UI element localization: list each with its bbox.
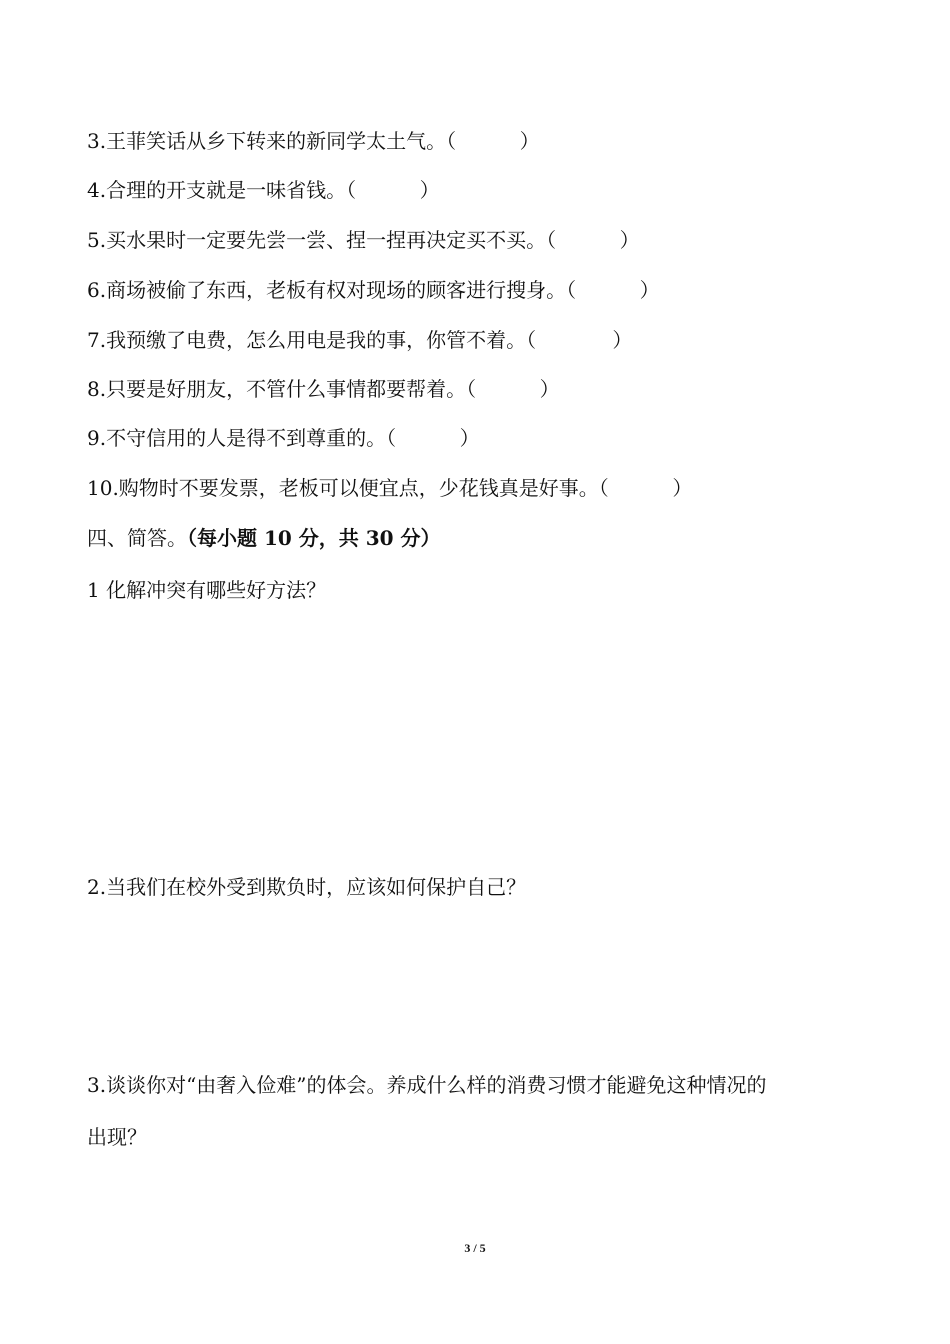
question-3-line-2: 出现？ [87,1125,147,1149]
judgement-item-10: 10.购物时不要发票，老板可以便宜点，少花钱真是好事。（ ） [87,476,693,500]
judgement-item-3: 3.王菲笑话从乡下转来的新同学太土气。（ ） [87,129,540,153]
question-1: 1 化解冲突有哪些好方法？ [87,578,327,602]
section-four-score-note: （每小题 10 分，共 30 分） [187,526,441,550]
question-3-line-1: 3.谈谈你对“由奢入俭难”的体会。养成什么样的消费习惯才能避免这种情况的 [87,1073,767,1097]
judgement-item-8: 8.只要是好朋友，不管什么事情都要帮着。（ ） [87,377,560,401]
section-four-heading [87,524,441,552]
judgement-item-4: 4.合理的开支就是一味省钱。（ ） [87,178,440,202]
judgement-item-5: 5.买水果时一定要先尝一尝、捏一捏再决定买不买。（ ） [87,228,640,252]
question-2: 2.当我们在校外受到欺负时，应该如何保护自己？ [87,875,527,899]
judgement-item-9: 9.不守信用的人是得不到尊重的。（ ） [87,426,480,450]
judgement-item-6: 6.商场被偷了东西，老板有权对现场的顾客进行搜身。（ ） [87,278,660,302]
judgement-item-7: 7.我预缴了电费，怎么用电是我的事，你管不着。（ ） [87,328,633,352]
section-four-title: 四、简答。 [87,526,187,550]
page-number: 3 / 5 [464,1241,486,1255]
